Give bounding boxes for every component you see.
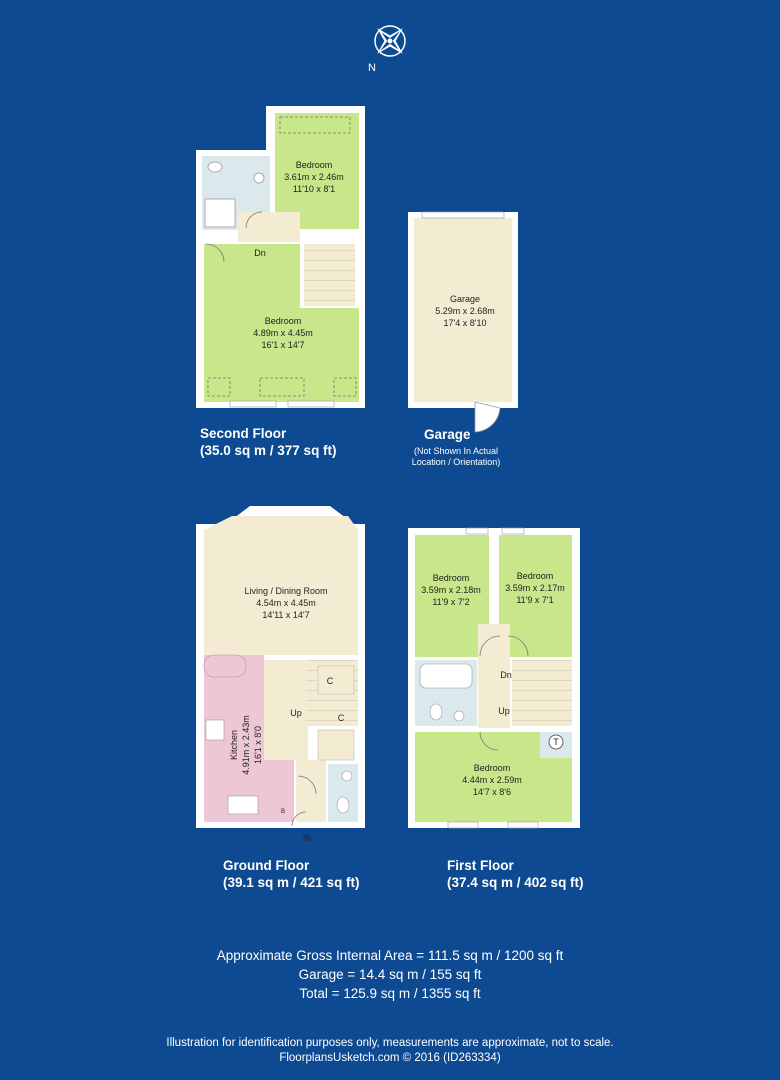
room-imperial: 11'9 x 7'1 xyxy=(516,595,554,605)
room-metric: 3.61m x 2.46m xyxy=(284,172,344,182)
room-metric: 4.44m x 2.59m xyxy=(462,775,522,785)
room-metric: 4.91m x 2.43m xyxy=(241,715,251,775)
first-floor-area: (37.4 sq m / 402 sq ft) xyxy=(447,875,584,890)
total-area: Total = 125.9 sq m / 1355 sq ft xyxy=(299,986,481,1001)
second-floor-plan xyxy=(196,106,365,408)
stair-label: Dn xyxy=(500,670,512,680)
room-metric: 5.29m x 2.68m xyxy=(435,306,495,316)
room-name: Bedroom xyxy=(516,571,554,581)
stair-label: Up xyxy=(290,708,302,718)
compass-icon xyxy=(365,16,416,67)
room-name: Bedroom xyxy=(473,763,511,773)
ground-floor-plan xyxy=(196,506,365,828)
gross-internal-area: Approximate Gross Internal Area = 111.5 sq m / 1200 sq ft xyxy=(216,948,564,963)
room-name: Bedroom xyxy=(432,573,470,583)
room-metric: 4.89m x 4.45m xyxy=(253,328,313,338)
boiler-label: B xyxy=(280,809,286,815)
garage-note-line1: (Not Shown In Actual xyxy=(413,446,499,456)
room-name: Bedroom xyxy=(295,160,333,170)
room-name: Garage xyxy=(449,294,481,304)
ground-floor-area: (39.1 sq m / 421 sq ft) xyxy=(223,875,360,890)
compass-north-label: N xyxy=(368,62,376,74)
disclaimer: Illustration for identification purposes only, measurements are approximate, not to scale. xyxy=(166,1037,614,1049)
room-imperial: 14'11 x 14'7 xyxy=(262,610,310,620)
room-metric: 4.54m x 4.45m xyxy=(256,598,316,608)
room-name: Bedroom xyxy=(264,316,302,326)
copyright: FloorplansUsketch.com © 2016 (ID263334) xyxy=(279,1052,501,1064)
stair-label: Dn xyxy=(254,248,266,258)
garage-area: Garage = 14.4 sq m / 155 sq ft xyxy=(298,967,482,982)
room-imperial: 14'7 x 8'6 xyxy=(473,787,511,797)
stair-label: Up xyxy=(498,706,510,716)
room-metric: 3.59m x 2.17m xyxy=(505,583,565,593)
room-imperial: 11'10 x 8'1 xyxy=(292,184,336,194)
room-imperial: 16'1 x 8'0 xyxy=(253,726,263,764)
second-floor-title: Second Floor xyxy=(200,426,287,441)
room-imperial: 17'4 x 8'10 xyxy=(443,318,487,328)
room-imperial: 11'9 x 7'2 xyxy=(432,597,470,607)
second-floor-area: (35.0 sq m / 377 sq ft) xyxy=(200,443,337,458)
first-floor-title: First Floor xyxy=(447,858,514,873)
room-metric: 3.59m x 2.18m xyxy=(421,585,481,595)
cupboard-label: C xyxy=(326,676,334,686)
room-name: Kitchen xyxy=(229,729,239,761)
tank-label: T xyxy=(553,737,559,747)
ground-floor-title: Ground Floor xyxy=(223,858,310,873)
cupboard-label: C xyxy=(337,713,345,723)
garage-note-line2: Location / Orientation) xyxy=(411,457,501,467)
entrance-label: IN xyxy=(303,834,311,843)
room-imperial: 16'1 x 14'7 xyxy=(261,340,305,350)
room-name: Living / Dining Room xyxy=(244,586,328,596)
garage-title: Garage xyxy=(424,427,471,442)
